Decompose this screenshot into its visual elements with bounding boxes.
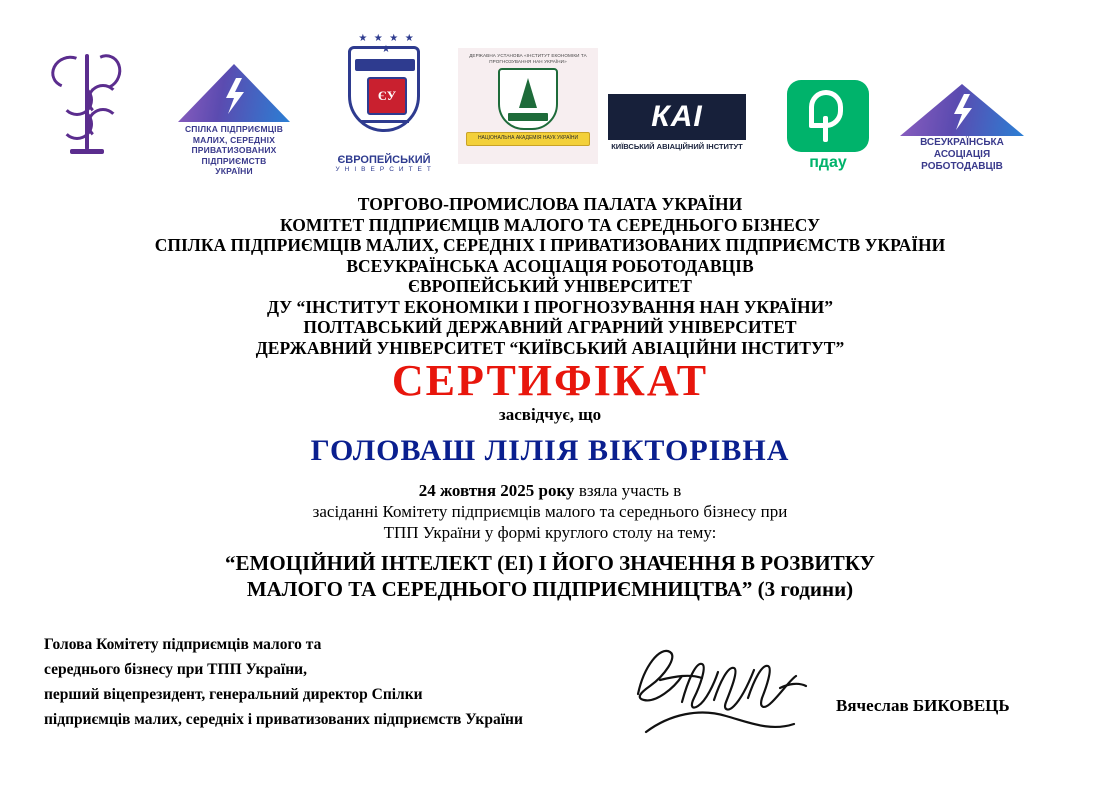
crest-shield-icon [348, 33, 420, 132]
org-line: ВСЕУКРАЇНСЬКА АСОЦІАЦІЯ РОБОТОДАВЦІВ [346, 255, 754, 276]
body-line: ТПП України у формі круглого столу на тему: [383, 523, 717, 542]
crest-monogram: ЄУ [367, 77, 407, 115]
vau-logo-text: ВСЕУКРАЇНСЬКА АСОЦІАЦІЯ РОБОТОДАВЦІВ [920, 137, 1004, 172]
participation-line [0, 480, 1100, 501]
topic-title [0, 550, 1100, 602]
european-university-title: ЄВРОПЕЙСЬКИЙ [337, 154, 431, 166]
crest-stars-icon: ★ ★ ★ ★ ★ [358, 33, 416, 55]
signer-name: Вячеслав БИКОВЕЦЬ [836, 696, 1010, 715]
org-line: ПОЛТАВСЬКИЙ ДЕРЖАВНИЙ АГРАРНИЙ УНІВЕРСИТЕТ [303, 317, 797, 337]
handwritten-signature [630, 636, 820, 746]
triangle-gradient-icon [178, 64, 290, 122]
org-line: ДУ “ІНСТИТУТ ЕКОНОМІКИ І ПРОГНОЗУВАННЯ НАН УКРАЇНИ” [267, 296, 833, 317]
spilka-logo-text: СПІЛКА ПІДПРИЄМЦІВ МАЛИХ, СЕРЕДНІХ ПРИВАТИЗОВАНИХ ПІДПРИЄМСТВ УКРАЇНИ [184, 124, 284, 176]
recipient-name: ГОЛОВАШ ЛІЛІЯ ВІКТОРІВНА [310, 434, 790, 467]
topic-line: МАЛОГО ТА СЕРЕДНЬОГО ПІДПРИЄМНИЦТВА” (3 години) [246, 577, 854, 601]
pdau-logo-title: пдау [809, 154, 847, 171]
institute-economics-forecasting-logo [458, 48, 598, 164]
lightning-bolt-icon [178, 64, 290, 122]
pdau-logo [776, 80, 880, 178]
org-line: СПІЛКА ПІДПРИЄМЦІВ МАЛИХ, СЕРЕДНІХ І ПРИВАТИЗОВАНИХ ПІДПРИЄМСТВ УКРАЇНИ [154, 235, 946, 255]
logo-row [0, 33, 1100, 176]
european-university-logo [332, 33, 436, 190]
institute-emblem-icon [498, 68, 558, 130]
org-line: ТОРГОВО-ПРОМИСЛОВА ПАЛАТА УКРАЇНИ [357, 194, 743, 214]
signatory-title-line: Голова Комітету підприємців малого та [44, 636, 322, 653]
page-bottom-margin [0, 767, 1100, 789]
org-line: ДЕРЖАВНИЙ УНІВЕРСИТЕТ “КИЇВСЬКИЙ АВІАЦІЙНИ ІНСТИТУТ” [255, 337, 845, 358]
signatory-title-line: підприємців малих, середніх і приватизованих підприємств України [44, 711, 523, 728]
certificate-date: 24 жовтня 2025 року [418, 481, 575, 500]
lightning-bolt-icon [900, 84, 1024, 136]
certificate-attest-text: засвідчує, що [498, 405, 602, 424]
signatory-title-line: середнього бізнесу при ТПП України, [44, 661, 307, 678]
participation-text: взяла участь в [578, 481, 682, 500]
vseukrainska-asociacia-robotodavciv-logo [900, 84, 1024, 188]
caduceus-snake-icon [87, 108, 119, 140]
kai-logo-subtitle: КИЇВСЬКИЙ АВІАЦІЙНИЙ ІНСТИТУТ [611, 142, 743, 151]
signatory-title-block [44, 632, 644, 732]
pdau-leaf-icon [787, 80, 869, 152]
kai-logo [608, 94, 746, 156]
certificate-title: СЕРТИФІКАТ [391, 356, 709, 405]
org-line: ЄВРОПЕЙСЬКИЙ УНІВЕРСИТЕТ [408, 276, 692, 296]
org-line: КОМІТЕТ ПІДПРИЄМЦІВ МАЛОГО ТА СЕРЕДНЬОГО БІЗНЕСУ [279, 214, 821, 235]
institute-logo-ribbon: НАЦІОНАЛЬНА АКАДЕМІЯ НАУК УКРАЇНИ [466, 132, 590, 146]
topic-line: “ЕМОЦІЙНИЙ ІНТЕЛЕКТ (ЕІ) І ЙОГО ЗНАЧЕННЯ В РОЗВИТКУ [225, 551, 875, 575]
institute-logo-top-text: ДЕРЖАВНА УСТАНОВА «ІНСТИТУТ ЕКОНОМІКИ ТА ПРОГНОЗУВАННЯ НАН УКРАЇНИ» [469, 53, 587, 64]
triangle-gradient-icon [900, 84, 1024, 136]
certificate-body [0, 480, 1100, 602]
organizations-header [0, 194, 1100, 358]
body-line: засіданні Комітету підприємців малого та середнього бізнесу при [312, 502, 788, 521]
signatory-title-line: перший віцепрезидент, генеральний директор Спілки [44, 686, 423, 703]
tpp-caduceus-logo [42, 50, 132, 154]
spilka-pidpryiemtsiv-logo [178, 64, 290, 174]
caduceus-base-icon [70, 149, 104, 154]
kai-logo-title: КАІ [651, 100, 703, 133]
kai-logo-box [608, 94, 746, 140]
european-university-subtitle: У Н І В Е Р С И Т Е Т [335, 166, 433, 173]
